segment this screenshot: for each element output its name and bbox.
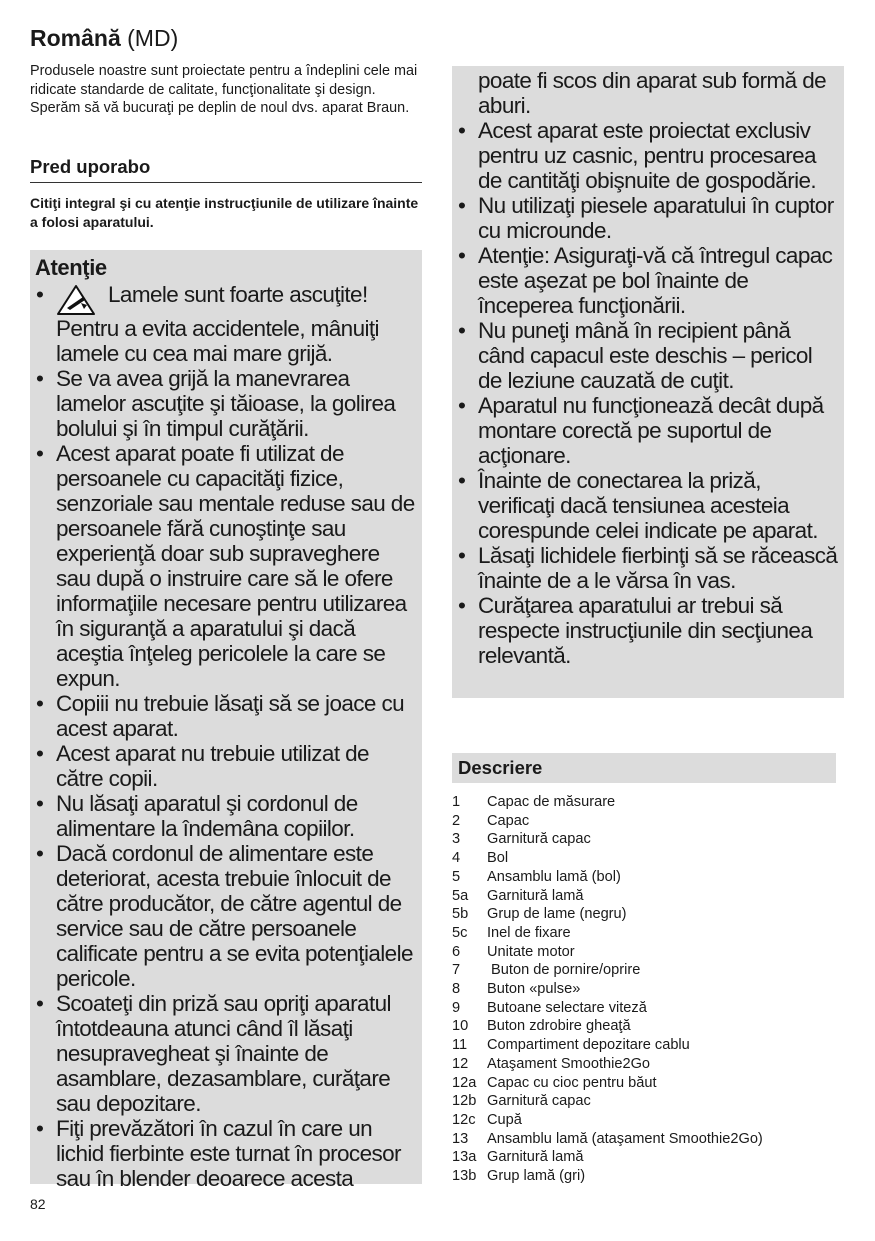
warning-item: [452, 543, 840, 593]
bullet: •: [36, 741, 44, 766]
part-number: 12a: [452, 1074, 477, 1091]
warning-item-text: Nu puneţi mână în recipient până când capacul este deschis – pericol de leziune cauzată de cuţit.: [478, 318, 813, 393]
warning-item-continuation: [452, 68, 840, 118]
title-region: (MD): [127, 25, 179, 51]
list-item: [452, 1074, 844, 1093]
title-language: Română: [30, 25, 121, 51]
warning-item: [30, 441, 418, 691]
warning-item-text: Nu lăsaţi aparatul şi cordonul de alimentare la îndemâna copiilor.: [56, 791, 358, 841]
warning-item: [452, 193, 840, 243]
part-number: 2: [452, 812, 461, 829]
list-item: [452, 943, 844, 962]
list-item: [452, 849, 844, 868]
bullet: •: [458, 543, 466, 568]
part-number: 5: [452, 868, 461, 885]
part-number: 5c: [452, 924, 468, 941]
warning-list: [30, 282, 418, 1191]
bullet: •: [36, 441, 44, 466]
part-label: Capac cu cioc pentru băut: [487, 1074, 657, 1091]
bullet: •: [36, 282, 44, 307]
part-label: Buton de pornire/oprire: [487, 962, 641, 979]
part-number: 6: [452, 943, 461, 960]
part-label: Grup lamă (gri): [487, 1168, 586, 1185]
warning-item: [452, 393, 840, 468]
description-heading: Descriere: [452, 753, 836, 783]
part-label: Garnitură capac: [487, 1093, 591, 1110]
part-number: 12: [452, 1055, 469, 1072]
part-number: 1: [452, 794, 461, 810]
part-label: Butoane selectare viteză: [487, 999, 647, 1016]
blade-warning-icon: [56, 284, 96, 316]
bullet: •: [36, 366, 44, 391]
list-item: [452, 1167, 844, 1186]
part-number: 13a: [452, 1149, 477, 1166]
part-number: 4: [452, 850, 461, 867]
part-number: 13b: [452, 1168, 477, 1185]
warning-item: [30, 991, 418, 1116]
intro-paragraph: Produsele noastre sunt proiectate pentru a îndeplini cele mai ridicate standarde de calitate, funcţionalitate şi design. Sperăm să vă bucuraţi pe deplin de noul dvs. aparat Braun.: [30, 63, 418, 117]
list-item: [452, 961, 844, 980]
part-label: Capac: [487, 812, 530, 829]
part-label: Compartiment depozitare cablu: [487, 1037, 690, 1054]
bullet: •: [36, 1116, 44, 1141]
bullet: •: [36, 841, 44, 866]
part-number: 13: [452, 1130, 469, 1147]
warning-item-text: Copiii nu trebuie lăsaţi să se joace cu acest aparat.: [56, 691, 405, 741]
warning-item-text: Nu utilizaţi piesele aparatului în cuptor cu microunde.: [478, 193, 834, 243]
bullet: •: [36, 791, 44, 816]
list-item: [452, 812, 844, 831]
part-label: Buton «pulse»: [487, 981, 581, 998]
warning-list-continued: [452, 68, 840, 668]
list-item: [452, 793, 844, 812]
part-label: Capac de măsurare: [487, 794, 616, 810]
warning-item-text: Atenţie: Asiguraţi-vă că întregul capac este aşezat pe bol înainte de începerea funcţionării.: [478, 243, 833, 318]
warning-item: [452, 468, 840, 543]
list-item: [452, 830, 844, 849]
part-label: Grup de lame (negru): [487, 906, 627, 923]
list-item: [452, 980, 844, 999]
bullet: •: [458, 393, 466, 418]
list-item: [452, 999, 844, 1018]
part-number: 5a: [452, 887, 469, 904]
list-item: [452, 1148, 844, 1167]
before-use-heading: Pred uporabo: [30, 156, 422, 183]
part-number: 10: [452, 1018, 469, 1035]
part-label: Bol: [487, 850, 509, 867]
warning-item-text: Înainte de conectarea la priză, verificaţi dacă tensiunea acesteia corespunde celei indicate pe aparat.: [478, 468, 818, 543]
part-label: Garnitură capac: [487, 831, 591, 848]
list-item: [452, 905, 844, 924]
part-label: Garnitură lamă: [487, 1149, 584, 1166]
warning-item: [30, 1116, 418, 1191]
part-number: 11: [452, 1037, 468, 1054]
warning-item: [30, 282, 418, 366]
warning-item-text: Lăsaţi lichidele fierbinţi să se răcească înainte de a le vărsa în vas.: [478, 543, 838, 593]
warning-item: [452, 318, 840, 393]
bullet: •: [36, 691, 44, 716]
warning-item-text: poate fi scos din aparat sub formă de aburi.: [478, 68, 827, 118]
list-item: [452, 1055, 844, 1074]
part-number: 9: [452, 999, 461, 1016]
part-label: Buton zdrobire gheaţă: [487, 1018, 631, 1035]
list-item: [452, 924, 844, 943]
warning-item-text: Fiţi prevăzători în cazul în care un lichid fierbinte este turnat în procesor sau în blender deoarece acesta: [56, 1116, 401, 1191]
warning-item-text: Dacă cordonul de alimentare este deteriorat, acesta trebuie înlocuit de către producător, de către agentul de service sau de către persoanele calificate pentru a se evita potenţialele pericole.: [56, 841, 413, 991]
warning-item: [30, 741, 418, 791]
warning-item: [452, 118, 840, 193]
part-label: Cupă: [487, 1111, 522, 1128]
part-number: 12b: [452, 1093, 477, 1110]
bullet: •: [458, 318, 466, 343]
part-label: Garnitură lamă: [487, 887, 584, 904]
warning-item-text: Lamele sunt foarte ascuţite! Pentru a evita accidentele, mânuiţi lamele cu cea mai mare grijă.: [56, 282, 379, 366]
list-item: [452, 1111, 844, 1130]
warning-item: [30, 691, 418, 741]
warning-item-text: Acest aparat nu trebuie utilizat de către copii.: [56, 741, 369, 791]
list-item: [452, 887, 844, 906]
read-instructions-note: Citiţi integral şi cu atenţie instrucţiunile de utilizare înainte a folosi aparatului.: [30, 195, 419, 230]
bullet: •: [36, 991, 44, 1016]
bullet: •: [458, 118, 466, 143]
part-label: Inel de fixare: [487, 924, 571, 941]
part-number: 12c: [452, 1111, 476, 1128]
warning-item: [30, 841, 418, 991]
list-item: [452, 1036, 844, 1055]
bullet: •: [458, 243, 466, 268]
warning-item-text: Acest aparat este proiectat exclusiv pentru uz casnic, pentru procesarea de cantităţi obişnuite de gospodărie.: [478, 118, 817, 193]
bullet: •: [458, 193, 466, 218]
page-number: 82: [30, 1196, 46, 1212]
page-title: [30, 25, 178, 52]
warning-item: [30, 366, 418, 441]
list-item: [452, 868, 844, 887]
part-label: Ansamblu lamă (bol): [487, 868, 621, 885]
warning-box: [30, 250, 422, 1191]
bullet: •: [458, 593, 466, 618]
warning-heading: Atenţie: [35, 255, 107, 280]
part-label: Ataşament Smoothie2Go: [487, 1055, 651, 1072]
warning-item-text: Curăţarea aparatului ar trebui să respecte instrucţiunile din secţiunea relevantă.: [478, 593, 813, 668]
warning-item-text: Scoateţi din priză sau opriţi aparatul întotdeauna atunci când îl lăsaţi nesupravegheat şi înainte de asamblare, dezasamblare, curăţare sau depozitare.: [56, 991, 391, 1116]
warning-item-text: Acest aparat poate fi utilizat de persoanele cu capacităţi fizice, senzoriale sau mentale reduse sau de persoanele fără cunoştinţe sau experienţă doar sub supraveghere sau după o instruire care să le ofere informaţiile necesare pentru utilizarea în siguranţă a aparatului şi dacă aceştia înţeleg pericolele la care se expun.: [56, 441, 415, 691]
part-number: 5b: [452, 906, 469, 923]
warning-box-continued: [452, 66, 844, 698]
part-number: 8: [452, 981, 461, 998]
warning-item-text: Se va avea grijă la manevrarea lamelor ascuţite şi tăioase, la golirea bolului şi în timpul curăţării.: [56, 366, 396, 441]
part-number: 3: [452, 831, 461, 848]
parts-list: [452, 793, 844, 1186]
warning-item: [452, 593, 840, 668]
part-label: Ansamblu lamă (ataşament Smoothie2Go): [487, 1130, 763, 1147]
warning-item: [452, 243, 840, 318]
bullet: •: [458, 468, 466, 493]
warning-item-text: Aparatul nu funcţionează decât după montare corectă pe suportul de acţionare.: [478, 393, 824, 468]
list-item: [452, 1130, 844, 1149]
list-item: [452, 1017, 844, 1036]
list-item: [452, 1092, 844, 1111]
part-number: 7: [452, 962, 461, 979]
warning-item: [30, 791, 418, 841]
part-label: Unitate motor: [487, 943, 575, 960]
